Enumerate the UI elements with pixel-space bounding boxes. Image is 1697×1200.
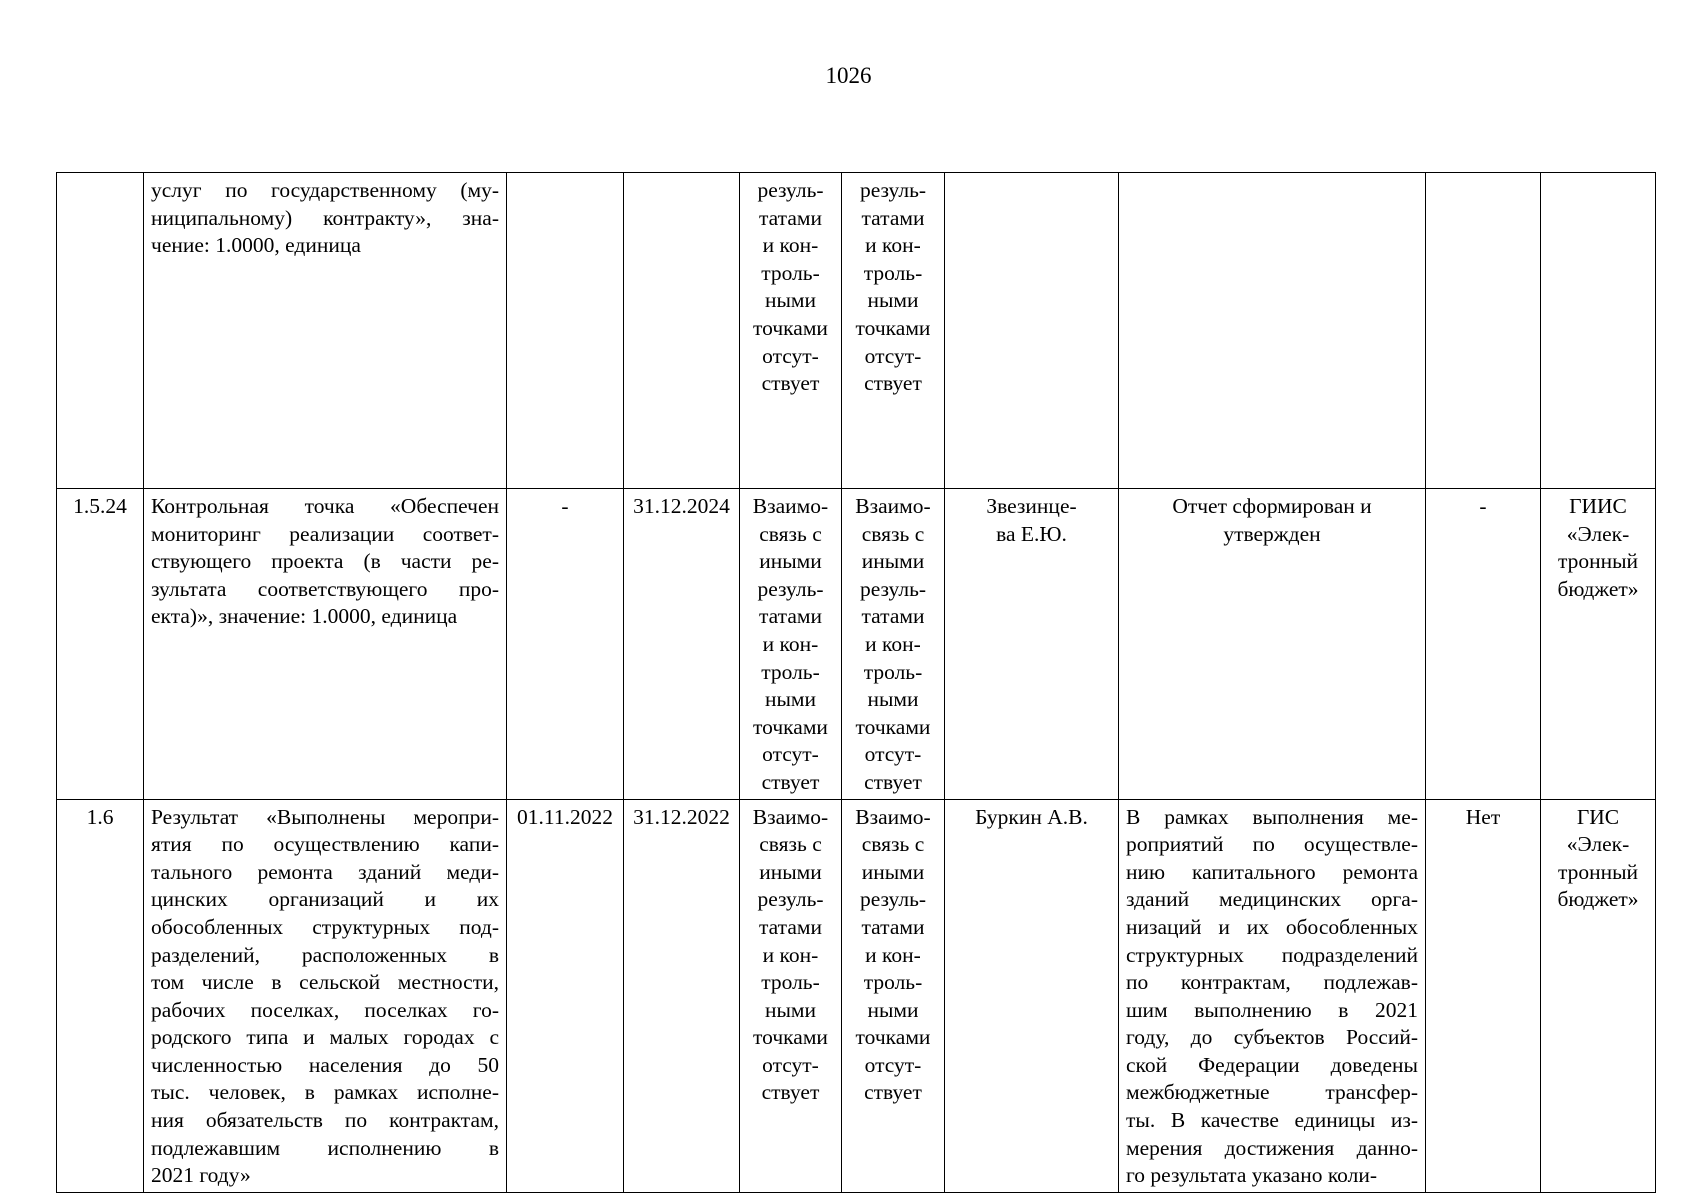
system-line: ГИИС bbox=[1569, 494, 1627, 518]
result-cell bbox=[1119, 173, 1426, 489]
successor-line: резуль- bbox=[859, 576, 927, 601]
result-cell bbox=[1119, 489, 1426, 800]
predecessor-line: иными bbox=[759, 859, 822, 884]
table-body bbox=[57, 173, 1656, 1193]
row-name-line: екта)», значение: 1.0000, единица bbox=[151, 604, 458, 629]
responsible-cell bbox=[945, 173, 1119, 489]
predecessor-cell bbox=[740, 799, 842, 1192]
successor-line: связь с bbox=[861, 832, 925, 857]
predecessor-line: резуль- bbox=[757, 576, 824, 601]
row-name-line: тального ремонта зданий меди- bbox=[151, 859, 499, 884]
successor-line: и кон- bbox=[865, 942, 921, 967]
successor-line: ными bbox=[867, 288, 919, 313]
row-name-line: ствующего проекта (в части ре- bbox=[151, 549, 499, 574]
successor-line: резуль- bbox=[859, 178, 927, 202]
predecessor-line: троль- bbox=[761, 970, 820, 995]
predecessor-cell bbox=[740, 489, 842, 800]
predecessor-line: троль- bbox=[761, 260, 820, 285]
start-date-cell bbox=[507, 489, 624, 800]
predecessor-line: и кон- bbox=[762, 631, 819, 656]
row-name-line: Контрольная точка «Обеспечен bbox=[151, 494, 499, 518]
predecessor-line: отсут- bbox=[762, 742, 819, 767]
predecessor-line: резуль- bbox=[757, 887, 824, 912]
end-date-cell bbox=[624, 489, 740, 800]
predecessor-line: и кон- bbox=[762, 233, 819, 258]
table-row bbox=[57, 173, 1656, 489]
result-cell bbox=[1119, 799, 1426, 1192]
predecessor-line: Взаимо- bbox=[752, 804, 829, 829]
system-cell bbox=[1541, 799, 1656, 1192]
system-line: тронный bbox=[1557, 859, 1639, 884]
row-number-cell bbox=[57, 489, 144, 800]
start-date-cell bbox=[507, 173, 624, 489]
row-number: 1.6 bbox=[86, 804, 114, 829]
predecessor-line: Взаимо- bbox=[752, 494, 829, 518]
row-name-line: зультата соответствующего про- bbox=[151, 576, 499, 601]
row-name-cell bbox=[144, 173, 507, 489]
result-line: роприятий по осуществле- bbox=[1126, 832, 1418, 857]
row-name-line: чение: 1.0000, единица bbox=[151, 233, 361, 258]
end-date: 31.12.2024 bbox=[633, 494, 730, 518]
successor-cell bbox=[842, 489, 945, 800]
successor-line: иными bbox=[861, 859, 925, 884]
system-line: «Элек- bbox=[1566, 832, 1630, 857]
result-line: структурных подразделений bbox=[1126, 942, 1418, 967]
predecessor-line: отсут- bbox=[762, 1052, 819, 1077]
result-line: по контрактам, подлежав- bbox=[1126, 970, 1418, 995]
predecessor-line: точками bbox=[753, 1025, 828, 1050]
row-name-line: обособленных структурных под- bbox=[151, 914, 499, 939]
result-line: ты. В качестве единицы из- bbox=[1126, 1108, 1418, 1133]
end-date-cell bbox=[624, 173, 740, 489]
project-plan-table bbox=[56, 172, 1656, 1193]
successor-line: отсут- bbox=[864, 742, 922, 767]
successor-line: отсут- bbox=[864, 343, 922, 368]
flag-value: Нет bbox=[1465, 804, 1501, 829]
predecessor-line: связь с bbox=[759, 521, 822, 546]
system-line: «Элек- bbox=[1566, 521, 1630, 546]
predecessor-line: ствует bbox=[761, 1080, 820, 1105]
start-date-cell bbox=[507, 799, 624, 1192]
row-name-line: мониторинг реализации соответ- bbox=[151, 521, 499, 546]
system-cell bbox=[1541, 173, 1656, 489]
result-line: ской Федерации доведены bbox=[1126, 1052, 1418, 1077]
successor-cell bbox=[842, 799, 945, 1192]
responsible-cell bbox=[945, 489, 1119, 800]
result-line: межбюджетные трансфер- bbox=[1126, 1080, 1418, 1105]
row-name-line: Результат «Выполнены меропри- bbox=[151, 804, 499, 829]
predecessor-line: татами bbox=[759, 914, 822, 939]
end-date-cell bbox=[624, 799, 740, 1192]
result-line: мерения достижения данно- bbox=[1126, 1135, 1418, 1160]
successor-line: отсут- bbox=[864, 1052, 922, 1077]
row-number: 1.5.24 bbox=[73, 494, 127, 518]
flag-cell bbox=[1426, 799, 1541, 1192]
predecessor-cell bbox=[740, 173, 842, 489]
result-line: низаций и их обособленных bbox=[1126, 914, 1418, 939]
result-line: году, до субъектов Россий- bbox=[1126, 1025, 1418, 1050]
system-line: бюджет» bbox=[1557, 887, 1639, 912]
successor-line: Взаимо- bbox=[855, 804, 931, 829]
predecessor-line: троль- bbox=[761, 659, 820, 684]
successor-line: и кон- bbox=[865, 233, 921, 258]
successor-line: троль- bbox=[863, 970, 923, 995]
row-number-cell bbox=[57, 799, 144, 1192]
row-name-cell bbox=[144, 489, 507, 800]
predecessor-line: ными bbox=[764, 687, 817, 712]
result-line: утвержден bbox=[1223, 521, 1321, 546]
row-name-line: ния обязательств по контрактам, bbox=[151, 1108, 499, 1133]
predecessor-line: и кон- bbox=[762, 942, 819, 967]
predecessor-line: резуль- bbox=[757, 178, 824, 202]
result-line: нию капитального ремонта bbox=[1126, 859, 1418, 884]
row-name-line: услуг по государственному (му- bbox=[151, 178, 499, 202]
predecessor-line: связь с bbox=[759, 832, 822, 857]
row-name-cell bbox=[144, 799, 507, 1192]
successor-line: резуль- bbox=[859, 887, 927, 912]
predecessor-line: татами bbox=[759, 604, 822, 629]
row-name-line: 2021 году» bbox=[151, 1163, 251, 1188]
successor-line: татами bbox=[861, 604, 925, 629]
successor-line: татами bbox=[861, 914, 925, 939]
predecessor-line: ствует bbox=[761, 371, 820, 396]
predecessor-line: ствует bbox=[761, 769, 820, 794]
predecessor-line: иными bbox=[759, 549, 822, 574]
successor-line: точками bbox=[855, 315, 931, 340]
predecessor-line: точками bbox=[753, 315, 828, 340]
system-line: бюджет» bbox=[1557, 576, 1639, 601]
predecessor-line: ными bbox=[764, 288, 817, 313]
row-name-line: подлежавшим исполнению в bbox=[151, 1135, 499, 1160]
successor-line: связь с bbox=[861, 521, 925, 546]
row-name-line: цинских организаций и их bbox=[151, 887, 499, 912]
successor-line: ствует bbox=[864, 769, 922, 794]
predecessor-line: точками bbox=[753, 714, 828, 739]
row-name-line: разделений, расположенных в bbox=[151, 942, 499, 967]
successor-line: иными bbox=[861, 549, 925, 574]
predecessor-line: ными bbox=[764, 997, 817, 1022]
system-line: тронный bbox=[1557, 549, 1639, 574]
result-line: зданий медицинских орга- bbox=[1126, 887, 1418, 912]
successor-line: троль- bbox=[863, 260, 923, 285]
system-line: ГИС bbox=[1576, 804, 1620, 829]
row-name-line: ниципальному) контракту», зна- bbox=[151, 205, 499, 230]
row-name-line: численностью населения до 50 bbox=[151, 1052, 499, 1077]
successor-line: татами bbox=[861, 205, 925, 230]
result-line: го результата указано коли- bbox=[1126, 1163, 1378, 1188]
successor-line: ствует bbox=[864, 371, 922, 396]
result-line: В рамках выполнения ме- bbox=[1126, 804, 1418, 829]
end-date: 31.12.2022 bbox=[633, 804, 730, 829]
result-line: Отчет сформирован и bbox=[1172, 494, 1372, 518]
flag-cell bbox=[1426, 489, 1541, 800]
successor-line: Взаимо- bbox=[855, 494, 931, 518]
result-line: шим выполнению в 2021 bbox=[1126, 997, 1418, 1022]
row-name-line: ятия по осуществлению капи- bbox=[151, 832, 499, 857]
flag-value: - bbox=[1479, 494, 1487, 518]
predecessor-line: отсут- bbox=[762, 343, 819, 368]
successor-line: точками bbox=[855, 1025, 931, 1050]
start-date: - bbox=[561, 494, 569, 518]
page-number: 1026 bbox=[825, 63, 872, 88]
successor-line: ствует bbox=[864, 1080, 922, 1105]
predecessor-line: татами bbox=[759, 205, 822, 230]
responsible-line: Буркин А.В. bbox=[975, 804, 1088, 829]
successor-line: ными bbox=[867, 997, 919, 1022]
start-date: 01.11.2022 bbox=[517, 804, 613, 829]
table-row bbox=[57, 799, 1656, 1192]
row-name-line: тыс. человек, в рамках исполне- bbox=[151, 1080, 499, 1105]
row-name-line: родского типа и малых городах с bbox=[151, 1025, 499, 1050]
system-cell bbox=[1541, 489, 1656, 800]
row-number-cell bbox=[57, 173, 144, 489]
successor-line: ными bbox=[867, 687, 919, 712]
successor-line: и кон- bbox=[865, 631, 921, 656]
flag-cell bbox=[1426, 173, 1541, 489]
row-name-line: том числе в сельской местности, bbox=[151, 970, 499, 995]
responsible-line: Звезинце- bbox=[986, 494, 1077, 518]
successor-line: точками bbox=[855, 714, 931, 739]
responsible-cell bbox=[945, 799, 1119, 1192]
table-row bbox=[57, 489, 1656, 800]
responsible-line: ва Е.Ю. bbox=[996, 521, 1067, 546]
successor-line: троль- bbox=[863, 659, 923, 684]
row-name-line: рабочих поселках, поселках го- bbox=[151, 997, 499, 1022]
successor-cell bbox=[842, 173, 945, 489]
